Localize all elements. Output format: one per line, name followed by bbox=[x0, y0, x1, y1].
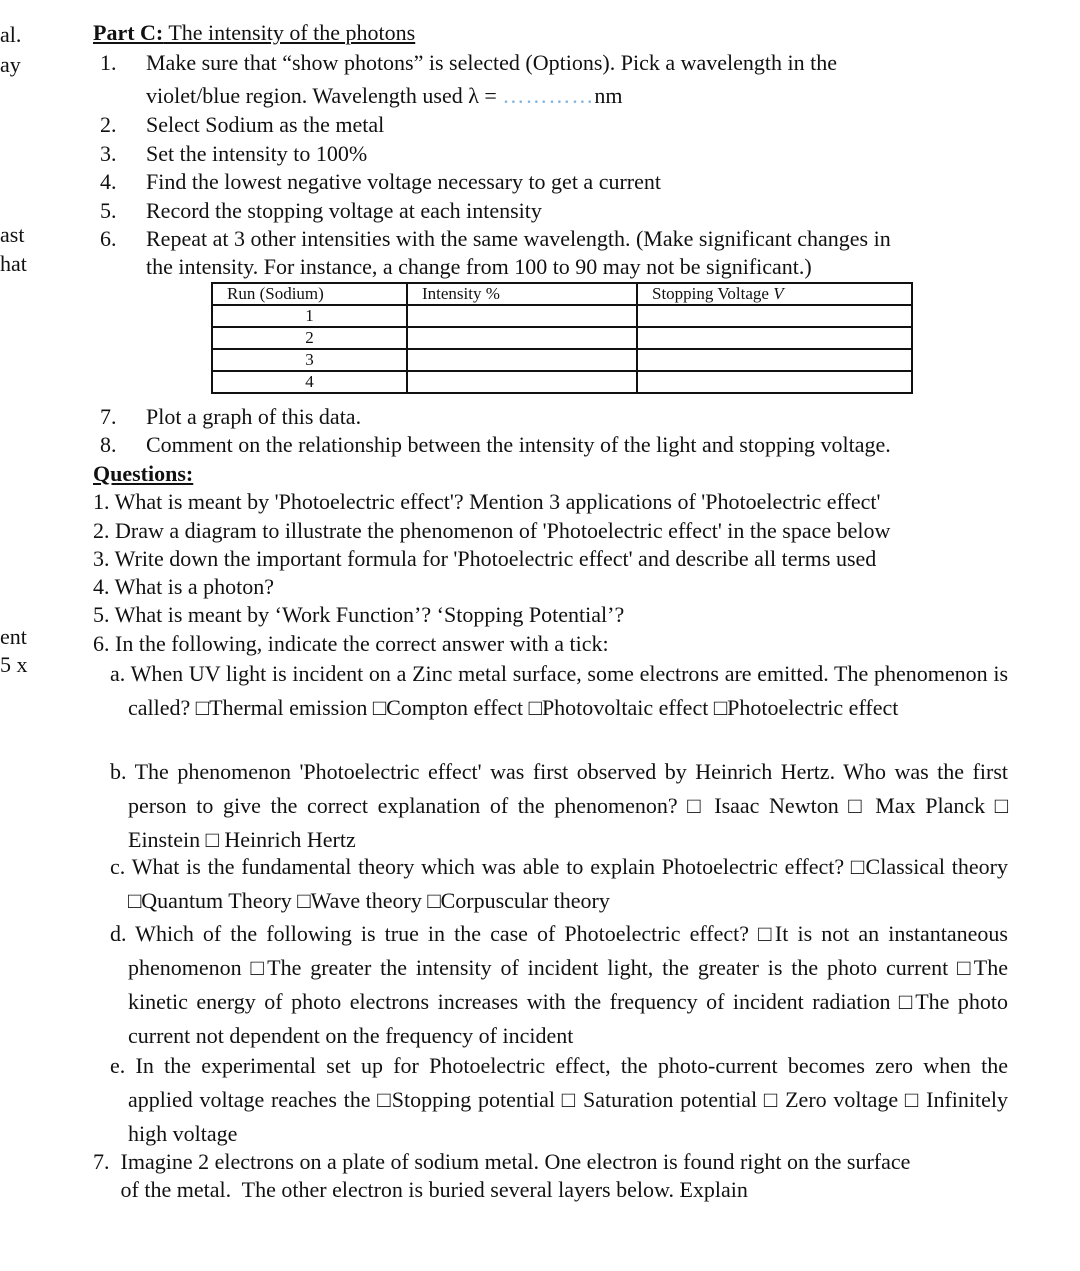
unit-label: nm bbox=[594, 83, 623, 108]
step-number: 6. bbox=[100, 226, 117, 251]
voltage-cell[interactable] bbox=[637, 305, 912, 327]
margin-fragment: ast bbox=[0, 222, 25, 247]
questions-heading: Questions: bbox=[93, 461, 194, 486]
question-item: 3. Write down the important formula for 'Photoelectric effect' and describe all terms used bbox=[93, 546, 877, 571]
table-row bbox=[212, 371, 912, 393]
step-number: 1. bbox=[100, 50, 117, 75]
run-cell: 1 bbox=[212, 305, 407, 327]
step-number: 4. bbox=[100, 169, 117, 194]
sub-question-d: d. Which of the following is true in the case of Photoelectric effect? □It is not an instantaneous phenomenon □The greater the intensity of incident light, the greater is the photo current □The kinetic energy of photo electrons increases with the frequency of incident radiation □The photo current not dependent on the frequency of incident bbox=[110, 921, 1008, 1048]
margin-fragment: ent bbox=[0, 624, 27, 649]
step-number: 8. bbox=[100, 432, 117, 457]
margin-fragment: ay bbox=[0, 52, 21, 77]
step-text: Comment on the relationship between the intensity of the light and stopping voltage. bbox=[146, 432, 891, 457]
step-text: the intensity. For instance, a change from 100 to 90 may not be significant.) bbox=[146, 254, 812, 279]
step-number: 3. bbox=[100, 141, 117, 166]
sub-question-c: c. What is the fundamental theory which was able to explain Photoelectric effect? □Classical theory □Quantum Theory □Wave theory □Corpuscular theory bbox=[110, 854, 1008, 913]
step-text: Repeat at 3 other intensities with the same wavelength. (Make significant changes in bbox=[146, 226, 891, 251]
sub-question-b: b. The phenomenon 'Photoelectric effect' was first observed by Heinrich Hertz. Who was the first person to give the correct explanation of the phenomenon? □ Isaac Newton □ Max Planck □ Einstein □ Heinrich Hertz bbox=[110, 759, 1008, 852]
question-item: 5. What is meant by ‘Work Function’? ‘Stopping Potential’? bbox=[93, 602, 625, 627]
part-c-label: Part C: bbox=[93, 20, 164, 45]
step-number: 2. bbox=[100, 112, 117, 137]
run-cell: 2 bbox=[212, 327, 407, 349]
table-header-row bbox=[212, 283, 912, 305]
run-cell: 4 bbox=[212, 371, 407, 393]
table-row bbox=[212, 305, 912, 327]
part-c-title bbox=[93, 20, 415, 46]
question-item: 6. In the following, indicate the correct answer with a tick: bbox=[93, 631, 609, 656]
results-table bbox=[211, 282, 913, 394]
table-row bbox=[212, 349, 912, 371]
sub-question-a: a. When UV light is incident on a Zinc metal surface, some electrons are emitted. The phenomenon is called? □Thermal emission □Compton effect □Photovoltaic effect □Photoelectric effect bbox=[110, 661, 1008, 720]
voltage-cell[interactable] bbox=[637, 371, 912, 393]
intensity-cell[interactable] bbox=[407, 349, 637, 371]
step-text: Plot a graph of this data. bbox=[146, 404, 362, 429]
step-text: Find the lowest negative voltage necessary to get a current bbox=[146, 169, 661, 194]
sub-question-e: e. In the experimental set up for Photoelectric effect, the photo-current becomes zero when the applied voltage reaches the □Stopping potential □ Saturation potential □ Zero voltage □ Infinitely high voltage bbox=[110, 1053, 1008, 1146]
question-item: 1. What is meant by 'Photoelectric effect'? Mention 3 applications of 'Photoelectric effect' bbox=[93, 489, 881, 514]
step-text: Record the stopping voltage at each intensity bbox=[146, 198, 542, 223]
intensity-cell[interactable] bbox=[407, 371, 637, 393]
intensity-cell[interactable] bbox=[407, 305, 637, 327]
table-row bbox=[212, 327, 912, 349]
step-number: 5. bbox=[100, 198, 117, 223]
part-c-heading-text: The intensity of the photons bbox=[163, 20, 416, 45]
step-text: violet/blue region. Wavelength used λ = …………nm bbox=[146, 83, 623, 108]
wavelength-blank[interactable]: ………… bbox=[502, 83, 595, 108]
intensity-cell[interactable] bbox=[407, 327, 637, 349]
voltage-cell[interactable] bbox=[637, 349, 912, 371]
question-item: 4. What is a photon? bbox=[93, 574, 275, 599]
step-text: Set the intensity to 100% bbox=[146, 141, 368, 166]
run-cell: 3 bbox=[212, 349, 407, 371]
column-header: Stopping Voltage V bbox=[637, 283, 912, 305]
voltage-cell[interactable] bbox=[637, 327, 912, 349]
column-header: Intensity % bbox=[407, 283, 637, 305]
margin-fragment: 5 x bbox=[0, 652, 28, 677]
step-number: 7. bbox=[100, 404, 117, 429]
question-item: 7. Imagine 2 electrons on a plate of sodium metal. One electron is found right on the surface bbox=[93, 1149, 911, 1174]
question-item: 2. Draw a diagram to illustrate the phenomenon of 'Photoelectric effect' in the space below bbox=[93, 518, 891, 543]
margin-fragment: hat bbox=[0, 251, 27, 276]
column-header: Run (Sodium) bbox=[212, 283, 407, 305]
step-text: Select Sodium as the metal bbox=[146, 112, 385, 137]
question-item-continued: of the metal. The other electron is buried several layers below. Explain bbox=[93, 1177, 748, 1202]
step-text: Make sure that “show photons” is selected (Options). Pick a wavelength in the bbox=[146, 50, 838, 75]
margin-fragment: al. bbox=[0, 22, 22, 47]
